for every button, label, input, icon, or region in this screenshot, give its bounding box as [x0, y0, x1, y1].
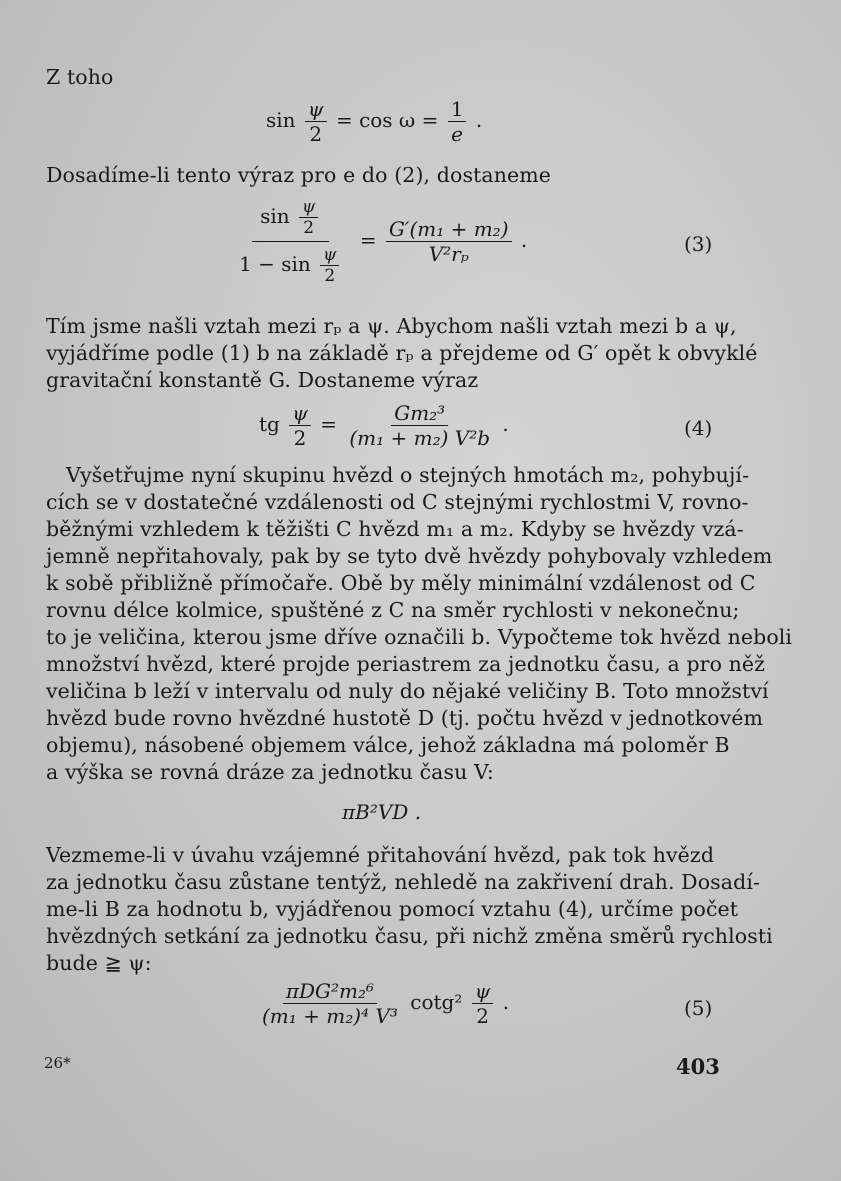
fraction-denominator: 2	[309, 122, 323, 146]
fraction-numerator: Gm₂³	[391, 402, 448, 426]
text-line: gravitační konstantě G. Dostaneme výraz	[46, 368, 479, 392]
fraction-numerator: ψ	[472, 980, 494, 1004]
text-line: běžnými vzhledem k těžišti C hvězd m₁ a m₂. Kdyby se hvězdy vzá-	[46, 517, 744, 541]
text-line: za jednotku času zůstane tentýž, nehledě na zakřivení drah. Dosadí-	[46, 870, 761, 894]
signature-mark: 26*	[44, 1054, 71, 1072]
equation-5	[256, 980, 509, 1027]
text-line: hvězdných setkání za jednotku času, při nichž změna směrů rychlosti	[46, 924, 773, 948]
page-number: 403	[676, 1054, 720, 1079]
text-line: Vezmeme-li v úvahu vzájemné přitahování hvězd, pak tok hvězd	[46, 843, 715, 867]
fraction	[346, 402, 493, 449]
equation-label: (4)	[684, 416, 713, 440]
math-token: .	[502, 990, 510, 1014]
fraction-numerator: πDG²m₂⁶	[283, 980, 377, 1004]
fraction-denominator: 2	[293, 426, 307, 450]
fraction	[289, 402, 311, 449]
fraction-denominator: e	[451, 122, 463, 146]
text-line: rovnu délce kolmice, spuštěné z C na směr rychlosti v nekonečnu;	[46, 598, 740, 622]
fraction-numerator: G′(m₁ + m₂)	[386, 218, 512, 242]
text-line: Tím jsme našli vztah mezi rₚ a ψ. Abychom našli vztah mezi b a ψ,	[46, 314, 737, 338]
math-token: cotg²	[410, 990, 463, 1014]
text-line: jemně nepřitahovaly, pak by se tyto dvě hvězdy pohybovaly vzhledem	[46, 544, 773, 568]
text-line: Z toho	[46, 65, 114, 89]
math-token: =	[359, 228, 377, 252]
text-line: k sobě přibližně přímočaře. Obě by měly minimální vzdálenost od C	[46, 571, 756, 595]
math-token: .	[520, 228, 528, 252]
fraction	[305, 98, 327, 145]
math-token: = cos ω =	[335, 108, 439, 132]
fraction-denominator: V²rₚ	[428, 242, 469, 266]
text-line: Dosadíme-li tento výraz pro e do (2), dostaneme	[46, 163, 552, 187]
equation-flux: πB²VD .	[342, 800, 422, 824]
text-line: vyjádříme podle (1) b na základě rₚ a přejdeme od G′ opět k obvyklé	[46, 341, 758, 365]
math-token: tg	[259, 412, 280, 436]
math-token: =	[320, 412, 338, 436]
text-line: to je veličina, kterou jsme dříve označili b. Vypočteme tok hvězd neboli	[46, 625, 793, 649]
fraction-denominator: 2	[476, 1004, 489, 1028]
fraction-denominator: (m₁ + m₂)⁴ V³	[262, 1004, 398, 1028]
math-token: .	[475, 108, 483, 132]
text-line: cích se v dostatečné vzdálenosti od C stejnými rychlostmi V, rovno-	[46, 490, 749, 514]
math-token: sin	[266, 108, 296, 132]
equation-4	[259, 402, 509, 449]
text-line: množství hvězd, které projde periastrem za jednotku času, a pro něž	[46, 652, 766, 676]
fraction-numerator: ψ	[305, 98, 327, 122]
fraction	[231, 198, 350, 285]
fraction-numerator: ψ	[289, 402, 311, 426]
fraction	[259, 980, 401, 1027]
text-line: Vyšetřujme nyní skupinu hvězd o stejných hmotách m₂, pohybují-	[66, 463, 750, 487]
text-line: me-li B za hodnotu b, vyjádřenou pomocí vztahu (4), určíme počet	[46, 897, 739, 921]
equation-label: (3)	[684, 232, 713, 256]
text-line: objemu), násobené objemem válce, jehož základna má poloměr B	[46, 733, 730, 757]
text-line: bude ≧ ψ:	[46, 951, 152, 975]
fraction-numerator: sin $\frac{\psi}{2}$	[252, 198, 329, 242]
equation-sin-cos	[266, 98, 482, 145]
equation-label: (5)	[684, 996, 713, 1020]
fraction-denominator: (m₁ + m₂) V²b	[349, 426, 491, 450]
fraction	[448, 98, 467, 145]
math-token: .	[502, 412, 509, 436]
text-line: a výška se rovná dráze za jednotku času V:	[46, 760, 494, 784]
text-line: hvězd bude rovno hvězdné hustotě D (tj. počtu hvězd v jednotkovém	[46, 706, 764, 730]
fraction-denominator: 1 − sin $\frac{\psi}{2}$	[231, 242, 350, 285]
text-line: veličina b leží v intervalu od nuly do nějaké veličiny B. Toto množství	[46, 679, 769, 703]
equation-3	[228, 198, 527, 285]
fraction	[386, 218, 512, 265]
fraction-numerator: 1	[448, 98, 467, 122]
fraction	[472, 980, 494, 1027]
